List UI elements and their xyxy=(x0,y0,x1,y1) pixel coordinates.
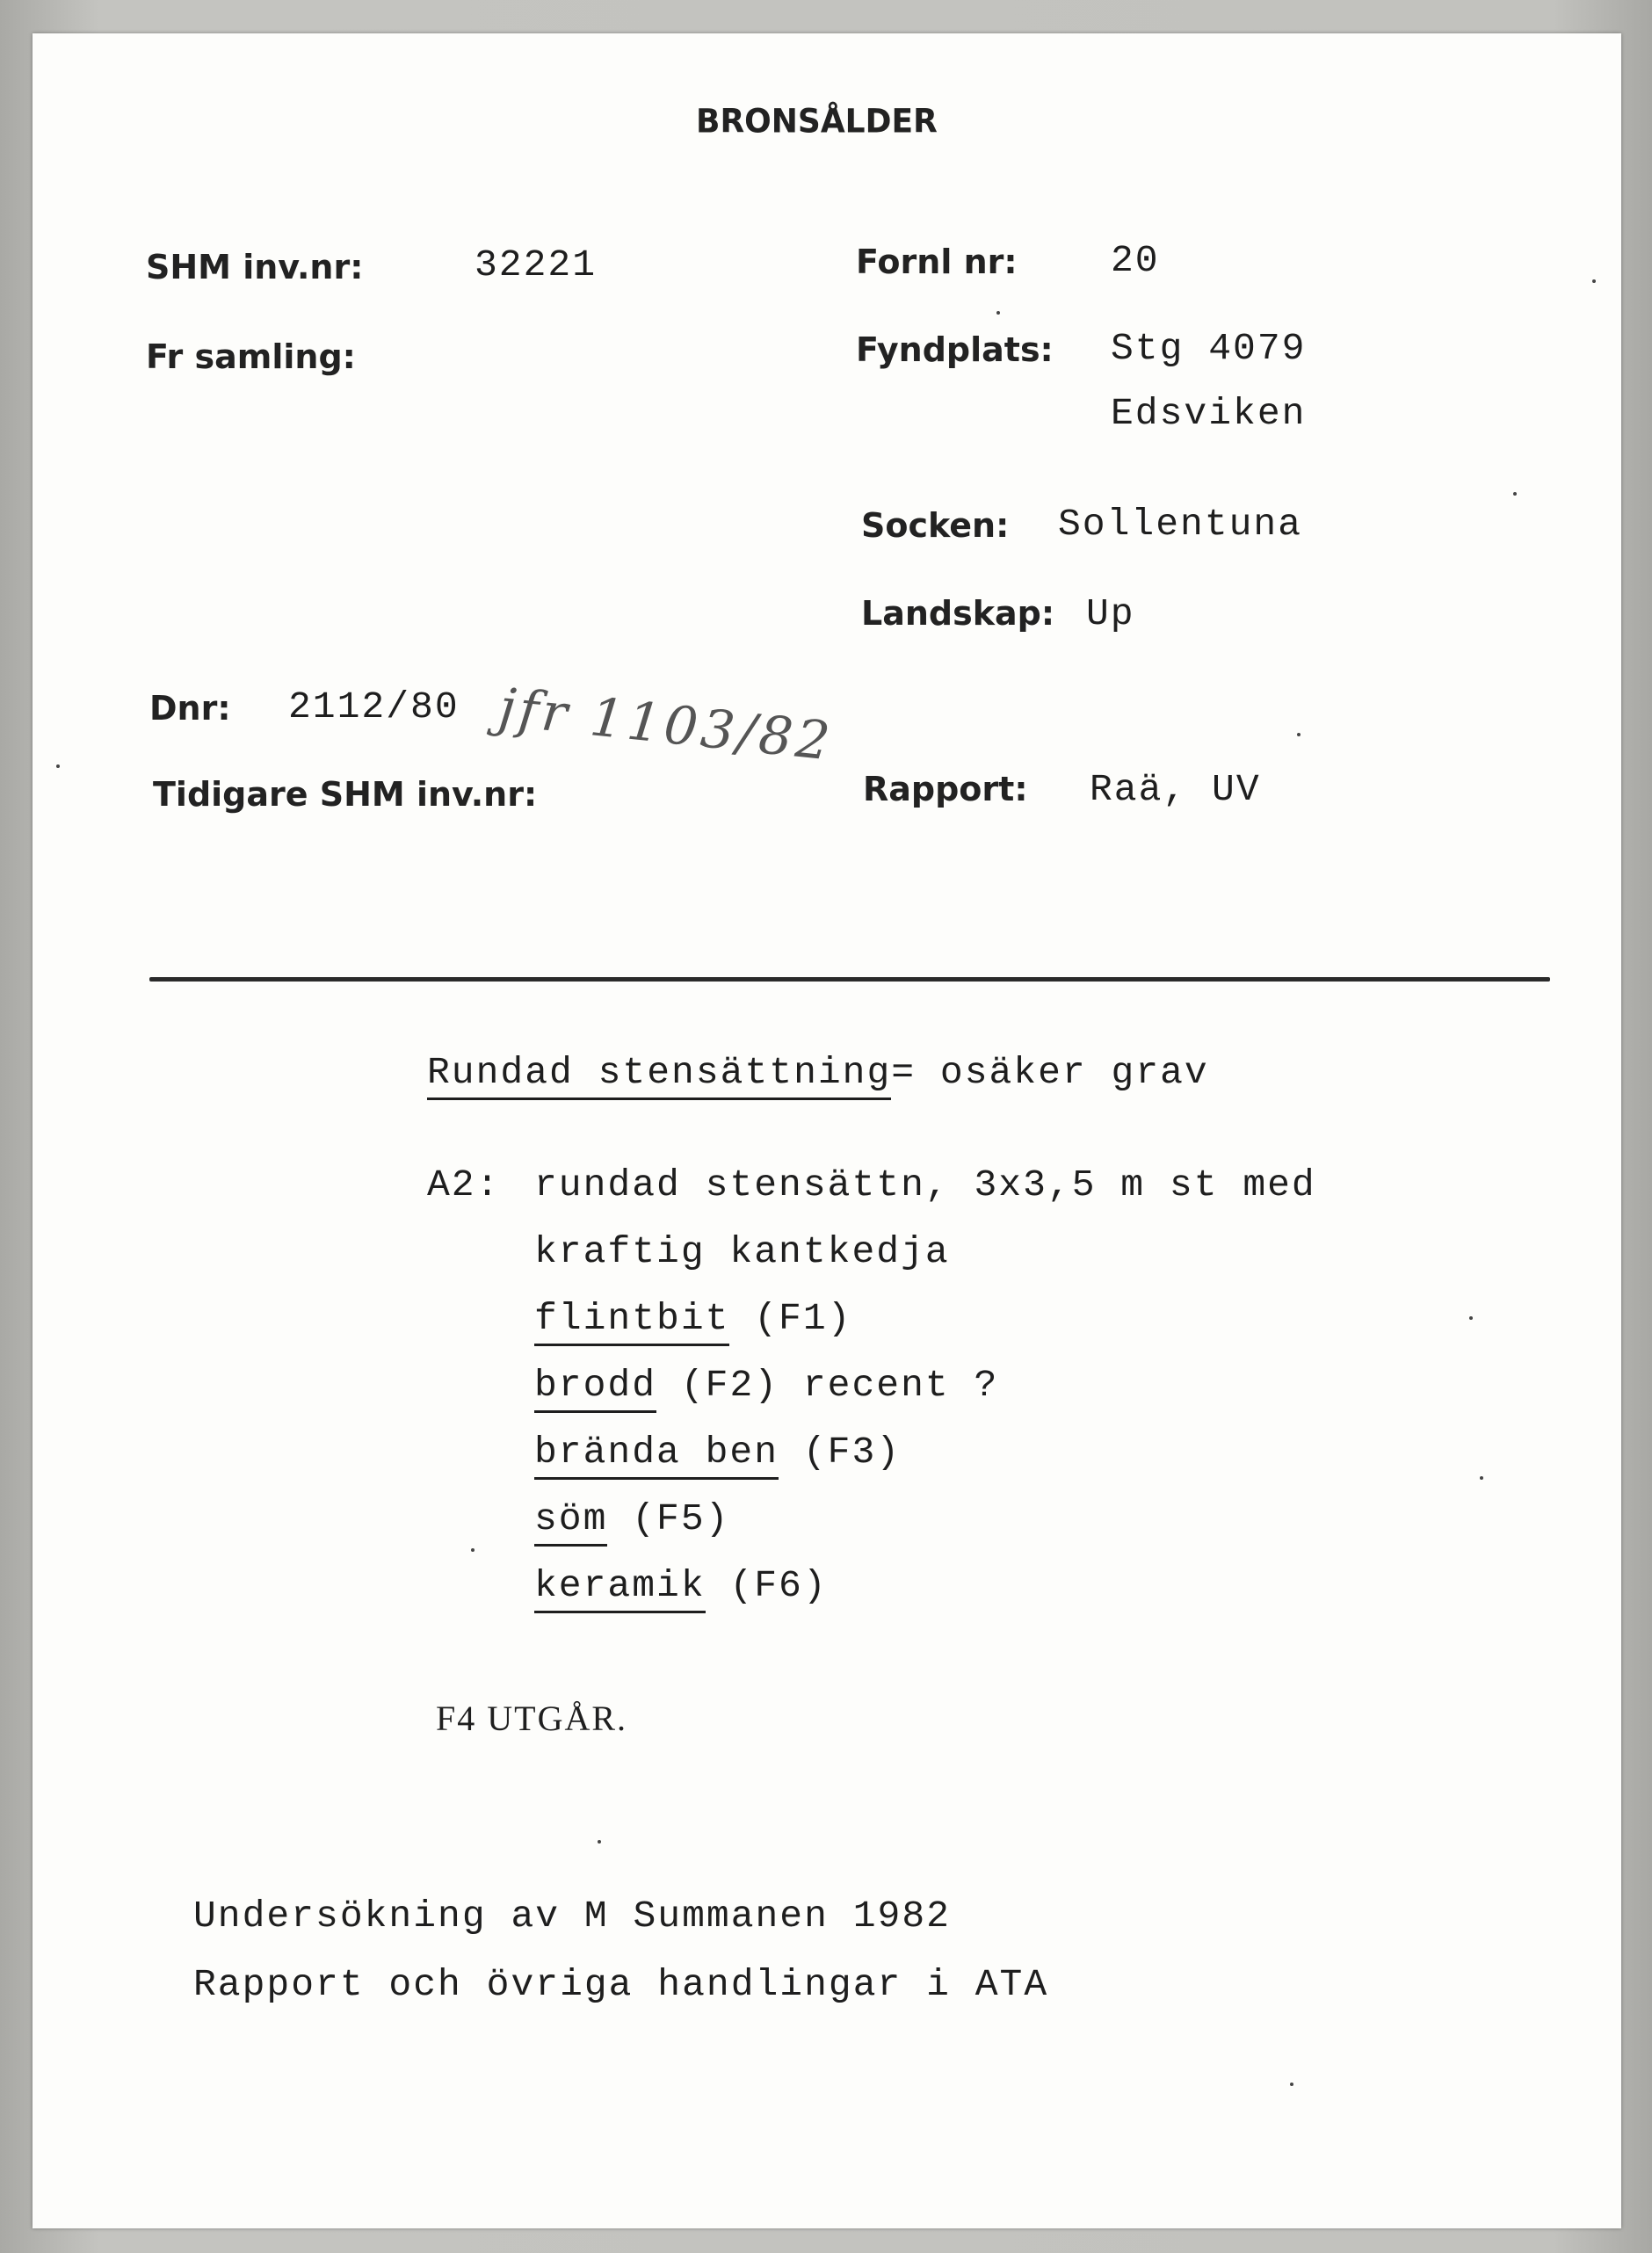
landskap-value: Up xyxy=(1086,592,1135,635)
scan-speck xyxy=(471,1548,475,1552)
scan-speck xyxy=(1297,733,1301,736)
tidigare-label: Tidigare SHM inv.nr: xyxy=(153,775,538,814)
find-ref: (F2) recent ? xyxy=(680,1364,999,1407)
rapport-value: Raä, UV xyxy=(1090,768,1261,811)
fr-samling-label: Fr samling: xyxy=(146,337,356,376)
find-name: söm xyxy=(534,1497,607,1547)
scan-speck xyxy=(1469,1316,1473,1320)
scan-speck xyxy=(1592,279,1596,283)
fyndplats-label: Fyndplats: xyxy=(856,330,1054,369)
dnr-value: 2112/80 xyxy=(288,685,460,728)
footer-line2: Rapport och övriga handlingar i ATA xyxy=(193,1963,1049,2006)
scan-speck xyxy=(1480,1476,1483,1480)
footer-line1: Undersökning av M Summanen 1982 xyxy=(193,1894,951,1938)
f4-note: F4 UTGÅR. xyxy=(436,1699,628,1738)
find-item xyxy=(534,1364,998,1407)
socken-value: Sollentuna xyxy=(1058,503,1303,546)
fyndplats-value-line1: Stg 4079 xyxy=(1111,327,1307,370)
a2-label: A2: xyxy=(427,1163,501,1206)
body-heading xyxy=(427,1051,1209,1094)
a2-line1: rundad stensättn, 3x3,5 m st med xyxy=(534,1163,1316,1206)
scan-speck xyxy=(1290,2083,1293,2086)
dnr-label: Dnr: xyxy=(149,689,231,728)
shm-inv-label: SHM inv.nr: xyxy=(146,248,364,286)
find-item xyxy=(534,1497,729,1540)
rapport-label: Rapport: xyxy=(863,770,1028,808)
scan-speck xyxy=(56,764,60,768)
scan-speck xyxy=(996,311,1000,315)
find-item xyxy=(534,1564,828,1607)
heading-underlined: Rundad stensättning xyxy=(427,1051,891,1100)
fyndplats-value-line2: Edsviken xyxy=(1111,392,1307,435)
find-ref: (F3) xyxy=(802,1431,902,1474)
shm-inv-value: 32221 xyxy=(475,243,598,286)
fornl-value: 20 xyxy=(1111,239,1160,282)
find-ref: (F6) xyxy=(729,1564,828,1607)
card-title: BRONSÅLDER xyxy=(696,102,938,141)
a2-line2: kraftig kantkedja xyxy=(534,1230,950,1273)
find-item xyxy=(534,1297,851,1340)
find-ref: (F1) xyxy=(754,1297,852,1340)
find-item xyxy=(534,1431,901,1474)
fornl-label: Fornl nr: xyxy=(856,243,1018,281)
heading-rest: = osäker grav xyxy=(891,1051,1209,1094)
scan-speck xyxy=(598,1840,601,1844)
scan-speck xyxy=(1513,492,1517,496)
find-name: flintbit xyxy=(534,1297,729,1346)
find-name: keramik xyxy=(534,1564,706,1613)
dnr-handwritten-note: jfr 1103/82 xyxy=(496,677,837,773)
find-name: brända ben xyxy=(534,1431,779,1480)
find-ref: (F5) xyxy=(632,1497,730,1540)
socken-label: Socken: xyxy=(861,506,1010,545)
divider-line xyxy=(149,977,1550,982)
find-name: brodd xyxy=(534,1364,656,1413)
landskap-label: Landskap: xyxy=(861,594,1055,633)
